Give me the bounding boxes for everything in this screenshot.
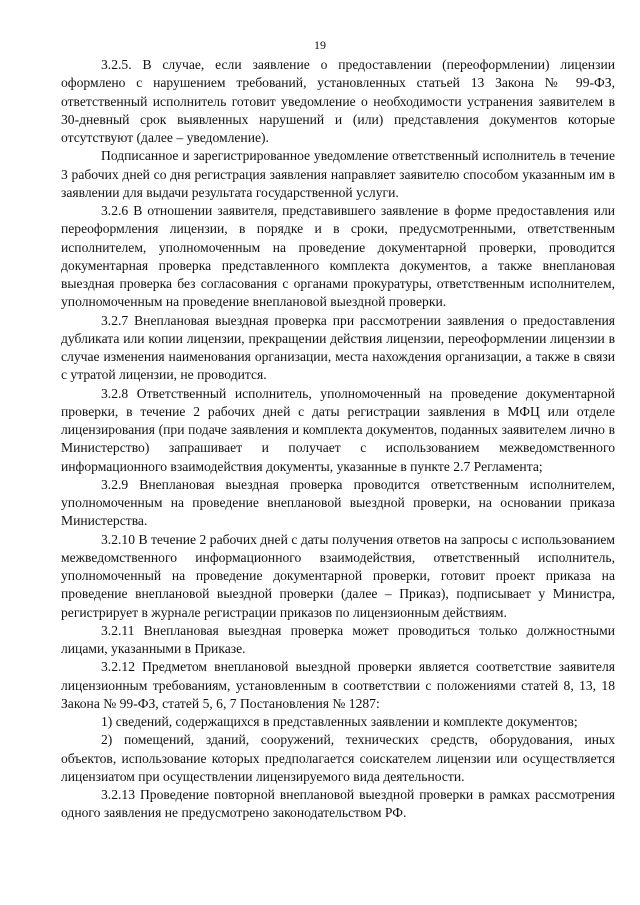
paragraph-3-2-5: 3.2.5. В случае, если заявление о предоставлении (переоформлении) лицензии оформлено с нарушением требований, установленных статьей 13 Закона № 99-ФЗ, ответственный исполнитель готовит уведомление о необходимости устранения заявителем в 30-дневный срок выявленных нарушений и (или) представления документов которые отсутствуют (далее – уведомление). (61, 57, 615, 145)
page-number: 19 (314, 38, 326, 52)
paragraph-3-2-13: 3.2.13 Проведение повторной внеплановой выездной проверки в рамках рассмотрения одного заявления не предусмотрено законодательством РФ. (61, 787, 615, 821)
paragraph-3-2-11: 3.2.11 Внеплановая выездная проверка может проводиться только должностными лицами, указанными в Приказе. (61, 622, 615, 656)
document-body (61, 56, 615, 823)
paragraph-3-2-10: 3.2.10 В течение 2 рабочих дней с даты получения ответов на запросы с использованием межведомственного информационного взаимодействия, ответственный исполнитель, уполномоченный на проведение документарной проверки, готовит проект приказа на проведение внеплановой выездной проверки (далее – Приказ), подписывает у Министра, регистрирует в журнале регистрации приказов по лицензионным действиям. (61, 531, 615, 620)
list-item-2: 2) помещений, зданий, сооружений, технических средств, оборудования, иных объектов, использование которых предполагается соискателем лицензии или осуществляется лицензиатом при осуществлении лицензируемого вида деятельности. (61, 732, 615, 784)
paragraph-3-2-9: 3.2.9 Внеплановая выездная проверка проводится ответственным исполнителем, уполномоченным на проведение внеплановой выездной проверки, на основании приказа Министерства. (61, 476, 615, 529)
paragraph-3-2-12: 3.2.12 Предметом внеплановой выездной проверки является соответствие заявителя лицензионным требованиям, установленным в соответствии с положениями статей 8, 13, 18 Закона № 99-ФЗ, статей 5, 6, 7 Постановления № 1287: (61, 659, 615, 711)
list-item-1: 1) сведений, содержащихся в представленных заявлении и комплекте документов; (101, 714, 578, 729)
paragraph-3-2-7: 3.2.7 Внеплановая выездная проверка при рассмотрении заявления о предоставления дубликата или копии лицензии, прекращении действия лицензии, переоформлении лицензии в случае изменения наименования организации, места нахождения организации, а также в связи с утратой лицензии, не проводится. (61, 312, 615, 383)
paragraph-3-2-6: 3.2.6 В отношении заявителя, представившего заявление в форме предоставления или переоформления лицензии, в порядке и в сроки, предусмотренными, ответственным исполнителем, уполномоченным на проведение документарной проверки, проводится документарная проверка представленного комплекта документов, а также внеплановая выездная проверка без согласования с органами прокуратуры, ответственным исполнителем, уполномоченным на проведение внеплановой выездной проверки. (61, 203, 615, 310)
paragraph-3-2-8: 3.2.8 Ответственный исполнитель, уполномоченный на проведение документарной проверки, в течение 2 рабочих дней с даты регистрации заявления в МФЦ или отделе лицензирования (при подаче заявления и комплекта документов, поданных заявителем лично в Министерство) запрашивает и получает с использованием межведомственного информационного взаимодействия документы, указанные в пункте 2.7 Регламента; (61, 385, 615, 474)
paragraph-notice: Подписанное и зарегистрированное уведомление ответственный исполнитель в течение 3 рабочих дней со дня регистрация заявления направляет заявителю способом указанным им в заявлении для выдачи результата государственной услуги. (61, 148, 615, 200)
